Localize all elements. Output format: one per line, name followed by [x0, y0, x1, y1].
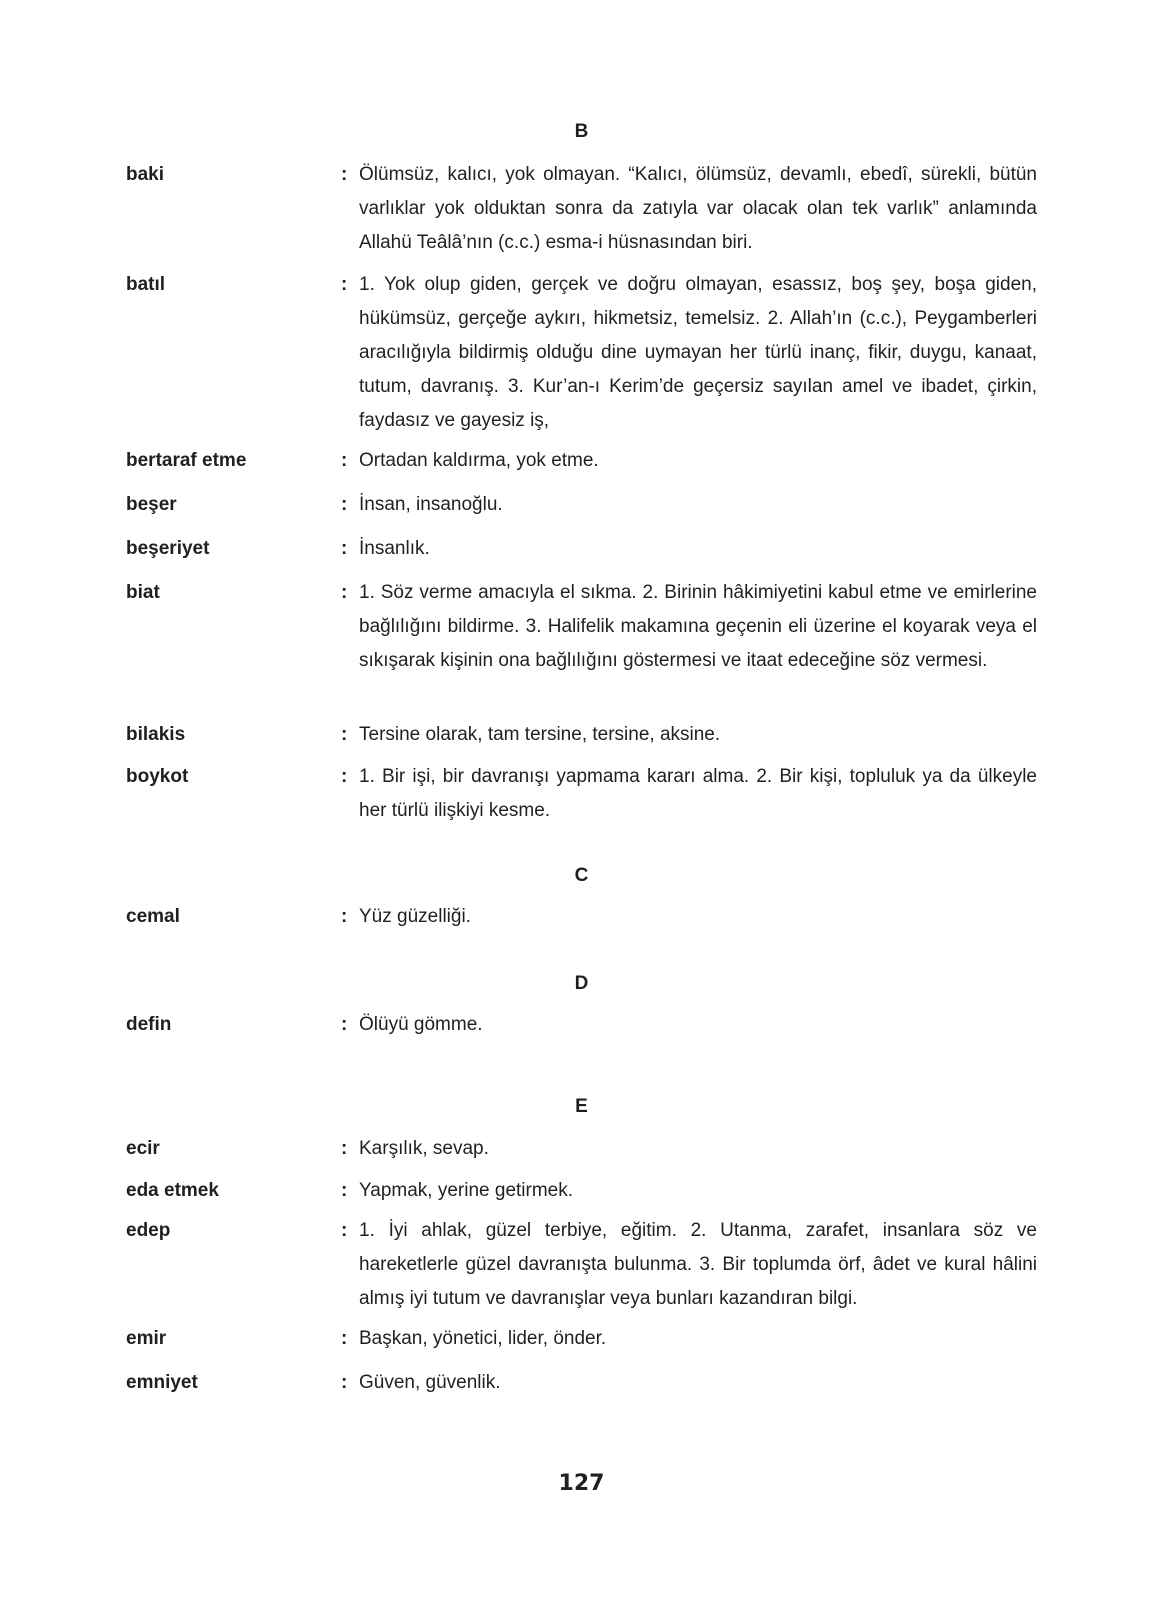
entry-term: eda etmek: [126, 1180, 219, 1201]
entry-term: bilakis: [126, 724, 186, 745]
glossary-entry-cemal: [126, 900, 1037, 934]
glossary-entry-ecir: [126, 1132, 1037, 1166]
entry-definition: Ortadan kaldırma, yok etme.: [359, 450, 599, 471]
entry-definition: Güven, güvenlik.: [359, 1372, 501, 1393]
entry-colon: :: [341, 1014, 348, 1035]
page-number: 127: [558, 1471, 605, 1496]
section-letter-d: D: [574, 973, 589, 994]
entry-colon: :: [341, 1180, 348, 1201]
entry-colon: :: [341, 1328, 348, 1349]
glossary-entry-bertaraf-etme: [126, 444, 1037, 478]
entry-colon: :: [341, 274, 348, 295]
entry-term: bertaraf etme: [126, 450, 247, 471]
entry-definition: Ölümsüz, kalıcı, yok olmayan. “Kalıcı, ölümsüz, devamlı, ebedî, sürekli, bütün varlıklar yok olduktan sonra da zatıyla var olacak olan tek varlık” anlamında Allahü Teâlâ’nın (c.c.) esma-i hüsnasından biri.: [359, 164, 1037, 253]
entry-colon: :: [341, 724, 348, 745]
entry-colon: :: [341, 582, 348, 603]
entry-colon: :: [341, 766, 348, 787]
entry-definition: 1. Söz verme amacıyla el sıkma. 2. Birinin hâkimiyetini kabul etme ve emirlerine bağlılığını bildirme. 3. Halifelik makamına geçenin eli üzerine el koyarak veya el sıkışarak kişinin ona bağlılığını göstermesi ve itaat edeceğine söz vermesi.: [359, 582, 1037, 671]
entry-definition: 1. Yok olup giden, gerçek ve doğru olmayan, esassız, boş şey, boşa giden, hükümsüz, gerçeğe aykırı, hikmetsiz, temelsiz. 2. Allah’ın (c.c.), Peygamberleri aracılığıyla bildirmiş olduğu dine uymayan her türlü inanç, fikir, duygu, kanaat, tutum, davranış. 3. Kur’an-ı Kerim’de geçersiz sayılan amel ve ibadet, çirkin, faydasız ve gayesiz iş,: [359, 274, 1037, 431]
entry-definition: İnsan, insanoğlu.: [359, 494, 503, 515]
glossary-entry-edep: [126, 1214, 1037, 1316]
glossary-entry-emniyet: [126, 1366, 1037, 1400]
entry-colon: :: [341, 1138, 348, 1159]
entry-colon: :: [341, 164, 348, 185]
entry-term: defin: [126, 1014, 172, 1035]
entry-colon: :: [341, 450, 348, 471]
glossary-entry-biat: [126, 576, 1037, 678]
glossary-entry-baki: [126, 158, 1037, 260]
entry-term: emir: [126, 1328, 167, 1349]
entry-term: emniyet: [126, 1372, 198, 1393]
glossary-entry-defin: [126, 1008, 1037, 1042]
entry-definition: Yüz güzelliği.: [359, 906, 471, 927]
entry-term: baki: [126, 164, 165, 185]
glossary-entry-eda-etmek: [126, 1174, 1037, 1208]
entry-term: ecir: [126, 1138, 160, 1159]
entry-definition: Tersine olarak, tam tersine, tersine, aksine.: [359, 724, 721, 745]
entry-term: cemal: [126, 906, 180, 927]
entry-definition: Ölüyü gömme.: [359, 1014, 483, 1035]
section-letter-e: E: [575, 1096, 588, 1117]
entry-definition: Başkan, yönetici, lider, önder.: [359, 1328, 607, 1349]
section-letter-c: C: [574, 865, 589, 886]
entry-colon: :: [341, 906, 348, 927]
glossary-entry-boykot: [126, 760, 1037, 828]
entry-colon: :: [341, 494, 348, 515]
entry-definition: 1. Bir işi, bir davranışı yapmama kararı alma. 2. Bir kişi, topluluk ya da ülkeyle her türlü ilişkiyi kesme.: [359, 766, 1037, 821]
entry-definition: İnsanlık.: [359, 538, 430, 559]
glossary-entry-bilakis: [126, 718, 1037, 752]
glossary-entry-batil: [126, 268, 1037, 438]
entry-colon: :: [341, 538, 348, 559]
entry-term: beşeriyet: [126, 538, 210, 559]
glossary-entry-beseriyet: [126, 532, 1037, 566]
entry-term: boykot: [126, 766, 189, 787]
entry-definition: 1. İyi ahlak, güzel terbiye, eğitim. 2. Utanma, zarafet, insanlara söz ve hareketlerle güzel davranışta bulunma. 3. Bir toplumda örf, âdet ve kural hâlini almış iyi tutum ve davranışlar veya bunları kazandıran bilgi.: [359, 1220, 1037, 1309]
entry-term: edep: [126, 1220, 171, 1241]
entry-definition: Karşılık, sevap.: [359, 1138, 489, 1159]
entry-term: biat: [126, 582, 160, 603]
glossary-entry-emir: [126, 1322, 1037, 1356]
entry-definition: Yapmak, yerine getirmek.: [359, 1180, 574, 1201]
entry-term: batıl: [126, 274, 166, 295]
entry-colon: :: [341, 1372, 348, 1393]
section-letter-b: B: [574, 121, 589, 142]
entry-colon: :: [341, 1220, 348, 1241]
entry-term: beşer: [126, 494, 177, 515]
glossary-entry-beser: [126, 488, 1037, 522]
